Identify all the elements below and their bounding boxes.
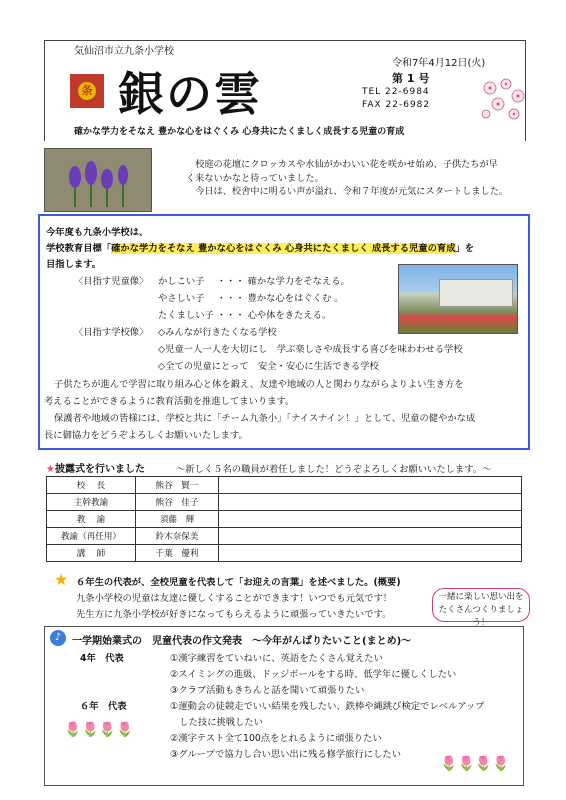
grade6-item-2: ②漢字テスト全て100点をとれるように頑張りたい	[170, 733, 382, 744]
child-vision-1: かしこい子 ・・・ 確かな学力をそなえる。	[158, 276, 350, 287]
policy-line-2: 考えることができるように教育活動を推進してまいります。	[44, 396, 295, 407]
policy-line-4: 長に御協力をどうぞよろしくお願いいたします。	[44, 430, 248, 441]
staff-role: 講 師	[47, 545, 136, 562]
school-vision-label: 〈目指す学校像〉	[74, 327, 149, 338]
star-icon: ★	[54, 570, 69, 589]
school-vision-3: ◇全ての児童にとって 安全・安心に生活できる学校	[158, 361, 379, 372]
fax: FAX 22-6982	[362, 100, 431, 110]
school-vision-1: ◇みんなが行きたくなる学校	[158, 327, 277, 338]
intro-line-2: く来ないかなと待っていました。	[186, 172, 324, 184]
staff-blank	[219, 511, 522, 528]
telephone: TEL 22-6984	[362, 87, 430, 97]
goal-prefix: 学校教育目標「	[46, 243, 112, 254]
policy-line-3: 保護者や地域の皆様には、学校と共に「チーム九条小」「ナイスナイン！」として、児童の健やかな成	[54, 413, 476, 424]
staff-heading-text: 披露式を行いました	[54, 464, 145, 475]
speeches-heading: 一学期始業式の 児童代表の作文発表 ～今年がんばりたいこと(まとめ)～	[72, 636, 412, 647]
intro-text	[186, 158, 536, 199]
grade4-label: 4年 代表	[80, 653, 124, 664]
welcome-speech-summary: ６年生の代表が、全校児童を代表して「お迎えの言葉」を述べました。(概要)	[76, 577, 401, 588]
staff-blank	[219, 528, 522, 545]
intro-line-3: 今日は、校舎中に明るい声が溢れ、令和７年度が元気にスタートしました。	[195, 186, 509, 197]
staff-section-heading	[46, 460, 145, 475]
issue-date: 令和7年4月12日(火)	[392, 58, 486, 69]
speech-bubble	[432, 588, 530, 628]
star-icon: ★	[46, 464, 55, 475]
tulip-icons-right: 🌷🌷🌷🌷	[440, 756, 510, 772]
newsletter-title: 銀の雲	[118, 67, 262, 121]
grade4-item-1: ①漢字練習をていねいに、英語をたくさん覚えたい	[170, 653, 383, 664]
bubble-line-2: たくさんつくりましょう！	[438, 605, 524, 628]
staff-name: 須藤 輝	[136, 511, 219, 528]
staff-role: 教 諭	[47, 511, 136, 528]
child-vision-3: たくましい子 ・・・ 心や体をきたえる。	[158, 310, 332, 321]
grade4-item-3: ③クラブ活動もきちんと話を聞いて頑張りたい	[170, 685, 365, 696]
staff-name: 熊谷 賢一	[136, 477, 219, 494]
bubble-line-1: 一緒に楽しい思い出を	[438, 592, 524, 602]
child-vision-2: やさしい子 ・・・ 豊かな心をはぐくむ 。	[158, 293, 344, 304]
staff-subheading: ～新しく５名の職員が着任しました！どうぞよろしくお願いいたします。～	[176, 464, 492, 475]
grade6-item-1b: した技に挑戦したい	[170, 717, 263, 728]
issue-number: 第 1 号	[392, 72, 430, 85]
staff-table	[46, 476, 522, 562]
staff-name: 鈴木奈保美	[136, 528, 219, 545]
cherry-blossom-illustration	[476, 74, 532, 126]
staff-name: 千葉 優利	[136, 545, 219, 562]
welcome-speech-line-2: 先生方に九条小学校が好きになってもらえるように頑張っていきたいです。	[76, 609, 392, 620]
staff-blank	[219, 494, 522, 511]
goal-aim: 目指します。	[46, 259, 102, 270]
school-vision-2: ◇児童一人一人を大切にし 学ぶ楽しさや成長する喜びを味わわせる学校	[158, 344, 463, 355]
school-building-shape	[439, 279, 513, 307]
staff-blank	[219, 545, 522, 562]
education-goal	[46, 240, 474, 254]
table-row	[47, 494, 522, 511]
table-row	[47, 511, 522, 528]
child-vision-label: 〈目指す児童像〉	[74, 276, 149, 287]
tulip-icons-left: 🌷🌷🌷🌷	[64, 722, 134, 738]
table-row	[47, 528, 522, 545]
note-icon: ♪	[50, 630, 66, 646]
goal-suffix: 」を	[455, 243, 475, 254]
table-row	[47, 477, 522, 494]
goals-intro: 今年度も九条小学校は、	[46, 227, 149, 238]
staff-name: 熊谷 佳子	[136, 494, 219, 511]
motto: 確かな学力をそなえ 豊かな心をはぐくみ 心身共にたくましく成長する児童の育成	[74, 127, 405, 137]
school-building-photo	[398, 264, 518, 334]
staff-role: 主幹教諭	[47, 494, 136, 511]
grade4-item-2: ②スイミングの進級、ドッジボールをする時、低学年に優しくしたい	[170, 669, 457, 680]
crocus-photo	[44, 148, 152, 212]
welcome-speech-line-1: 九条小学校の児童は友達に優しくすることができます！いつでも元気です！	[76, 593, 393, 604]
emblem-char: 条	[78, 82, 96, 100]
table-row	[47, 545, 522, 562]
staff-role: 教諭（再任用）	[47, 528, 136, 545]
staff-role: 校 長	[47, 477, 136, 494]
policy-line-1: 子供たちが進んで学習に取り組み心と体を鍛え、友達や地域の人と関わりながらよりよい生き方を	[54, 379, 464, 390]
grade6-item-1: ①運動会の徒競走でいい結果を残したい、鉄棒や縄跳び検定でレベルアップ	[170, 701, 485, 712]
staff-blank	[219, 477, 522, 494]
intro-line-1: 校庭の花壇にクロッカスや水仙がかわいい花を咲かせ始め、子供たちが早	[195, 159, 498, 170]
school-emblem	[70, 74, 104, 108]
goal-highlight: 確かな学力をそなえ 豊かな心をはぐくみ 心身共にたくましく 成長する児童の育成	[111, 243, 456, 254]
school-name: 気仙沼市立九条小学校	[74, 46, 174, 57]
grade6-item-3: ③グループで協力し合い思い出に残る修学旅行にしたい	[170, 749, 401, 760]
grade6-label: ６年 代表	[80, 701, 127, 712]
